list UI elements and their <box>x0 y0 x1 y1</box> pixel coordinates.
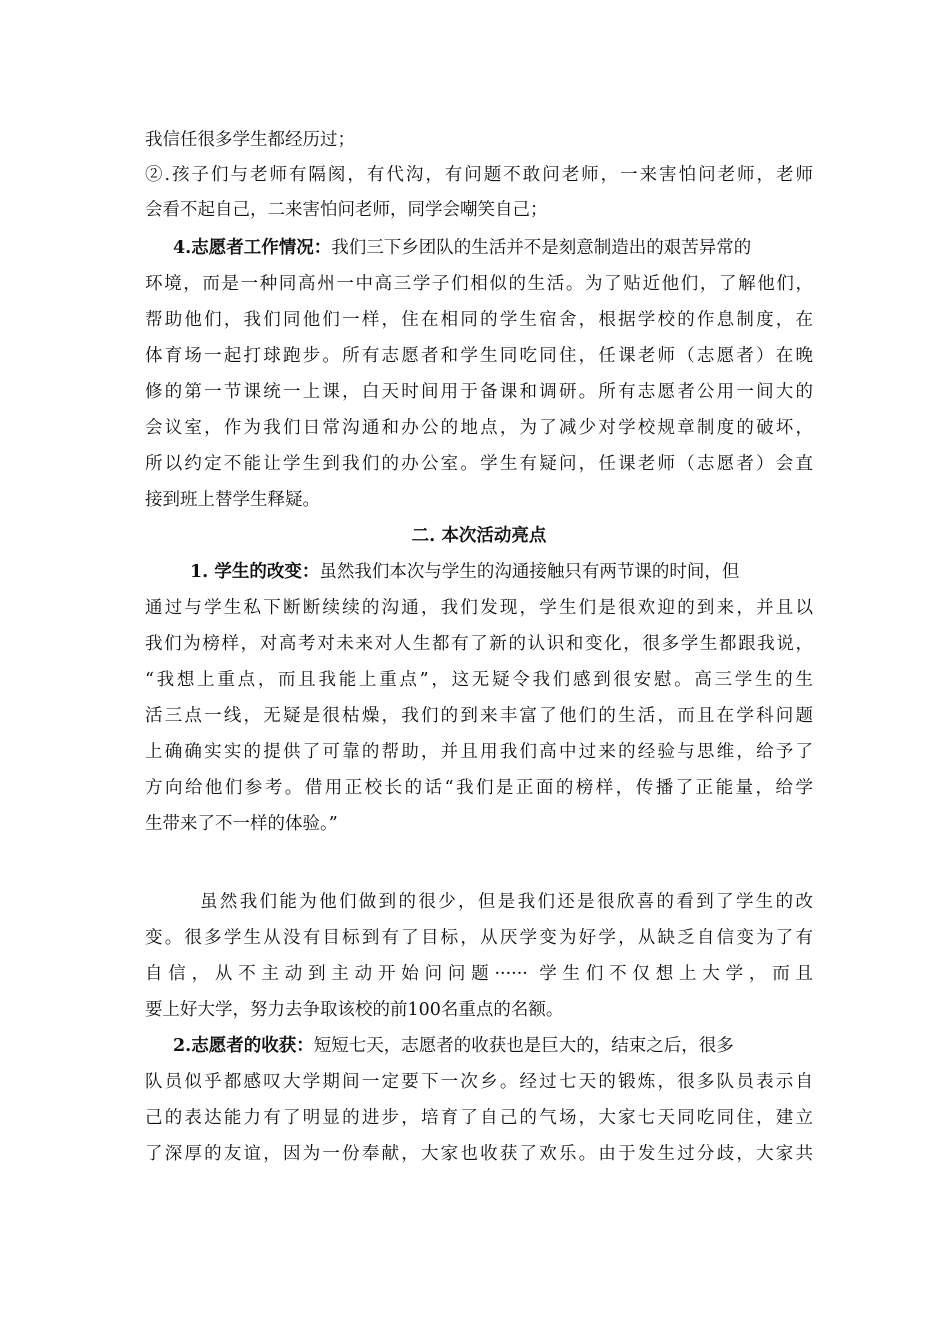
text-line: 自信，从不主动到主动开始问问题······ 学生们不仅想上大学，而且 <box>145 964 813 984</box>
section-title: 二. 本次活动亮点 <box>411 526 547 546</box>
paragraph-heading: 4.志愿者工作情况： <box>173 238 332 258</box>
text-line: 体育场一起打球跑步。所有志愿者和学生同吃同住，任课老师（志愿者）在晚 <box>145 346 813 366</box>
text-line: 环境，而是一种同高州一中高三学子们相似的生活。为了贴近他们，了解他们， <box>145 274 813 294</box>
paragraph-first-line <box>173 235 751 261</box>
text-line: 会看不起自己，二来害怕问老师，同学会嘲笑自己； <box>145 200 548 220</box>
paragraph-heading: 2.志愿者的收获： <box>173 1036 314 1056</box>
text-line: 我信任很多学生都经历过； <box>145 130 355 150</box>
text-line: 方向给他们参考。借用正校长的话“我们是正面的榜样，传播了正能量，给学 <box>145 778 813 798</box>
text-line: 修的第一节课统一上课，白天时间用于备课和调研。所有志愿者公用一间大的 <box>145 382 813 402</box>
paragraph-heading: 1. 学生的改变： <box>190 562 320 582</box>
text-line: 己的表达能力有了明显的进步，培育了自己的气场，大家七天同吃同住，建立 <box>145 1108 813 1128</box>
paragraph-first-line <box>173 1033 734 1059</box>
paragraph-text: 我们三下乡团队的生活并不是刻意制造出的艰苦异常的 <box>331 238 752 258</box>
paragraph-first-line <box>190 559 739 585</box>
text-line: 变。很多学生从没有目标到有了目标，从厌学变为好学，从缺乏自信变为了有 <box>145 928 813 948</box>
paragraph-text: 虽然我们本次与学生的沟通接触只有两节课的时间，但 <box>319 562 740 582</box>
paragraph-text: 短短七天，志愿者的收获也是巨大的，结束之后，很多 <box>313 1036 734 1056</box>
text-line: “我想上重点，而且我能上重点”，这无疑令我们感到很安慰。高三学生的生 <box>145 670 813 690</box>
text-line: 所以约定不能让学生到我们的办公室。学生有疑问，任课老师（志愿者）会直 <box>145 454 813 474</box>
text-line: 要上好大学，努力去争取该校的前100名重点的名额。 <box>145 1000 564 1020</box>
text-line: 队员似乎都感叹大学期间一定要下一次乡。经过七天的锻炼，很多队员表示自 <box>145 1072 813 1092</box>
text-line: 活三点一线，无疑是很枯燥，我们的到来丰富了他们的生活，而且在学科问题 <box>145 706 813 726</box>
text-line: 生带来了不一样的体验。” <box>145 814 338 834</box>
text-line: 我们为榜样，对高考对未来对人生都有了新的认识和变化，很多学生都跟我说， <box>145 634 813 654</box>
text-line: 接到班上替学生释疑。 <box>145 490 320 510</box>
text-line: 上确确实实的提供了可靠的帮助，并且用我们高中过来的经验与思维，给予了 <box>145 742 813 762</box>
text-line: 通过与学生私下断断续续的沟通，我们发现，学生们是很欢迎的到来，并且以 <box>145 598 813 618</box>
text-line: 虽然我们能为他们做到的很少，但是我们还是很欣喜的看到了学生的改 <box>200 892 813 912</box>
text-line: 了深厚的友谊，因为一份奉献，大家也收获了欢乐。由于发生过分歧，大家共 <box>145 1144 813 1164</box>
text-line: 帮助他们，我们同他们一样，住在相同的学生宿舍，根据学校的作息制度，在 <box>145 310 813 330</box>
text-line: 会议室，作为我们日常沟通和办公的地点，为了减少对学校规章制度的破坏， <box>145 418 813 438</box>
text-line: ②.孩子们与老师有隔阂，有代沟，有问题不敢问老师，一来害怕问老师，老师 <box>145 165 813 185</box>
